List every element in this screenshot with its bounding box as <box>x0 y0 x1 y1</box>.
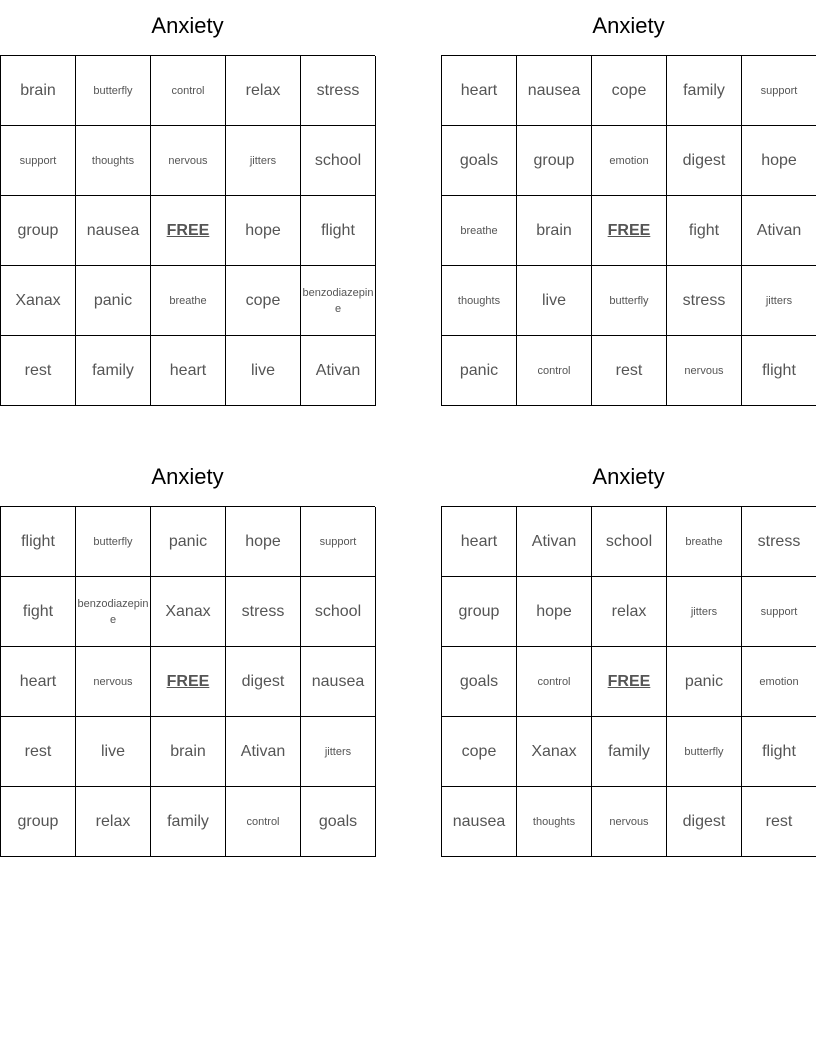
bingo-cell: Xanax <box>1 266 76 336</box>
bingo-cell: control <box>151 56 226 126</box>
bingo-cell: Xanax <box>151 577 226 647</box>
bingo-cell: goals <box>442 126 517 196</box>
bingo-cell: heart <box>1 647 76 717</box>
bingo-cell: benzodiazepine <box>76 577 151 647</box>
bingo-cell: digest <box>226 647 301 717</box>
bingo-card-2 <box>441 13 816 406</box>
bingo-cell: panic <box>442 336 517 406</box>
bingo-cell: flight <box>742 717 816 787</box>
bingo-cell: thoughts <box>442 266 517 336</box>
bingo-cell: panic <box>76 266 151 336</box>
bingo-cell: heart <box>442 507 517 577</box>
bingo-cell: relax <box>592 577 667 647</box>
bingo-cell: Ativan <box>742 196 816 266</box>
bingo-cell: brain <box>1 56 76 126</box>
bingo-cell: jitters <box>226 126 301 196</box>
bingo-cell: relax <box>226 56 301 126</box>
bingo-cell: flight <box>1 507 76 577</box>
bingo-cell: butterfly <box>76 56 151 126</box>
bingo-cell: support <box>301 507 376 577</box>
bingo-cell: nausea <box>442 787 517 857</box>
bingo-cell: support <box>742 577 816 647</box>
bingo-cell: butterfly <box>667 717 742 787</box>
bingo-cell: nausea <box>517 56 592 126</box>
bingo-cell: school <box>592 507 667 577</box>
bingo-cell: Xanax <box>517 717 592 787</box>
bingo-cell: goals <box>301 787 376 857</box>
bingo-cell: rest <box>1 717 76 787</box>
bingo-cell: brain <box>517 196 592 266</box>
bingo-cell: group <box>517 126 592 196</box>
bingo-cell: family <box>76 336 151 406</box>
bingo-cell: hope <box>226 507 301 577</box>
bingo-cell: group <box>1 787 76 857</box>
bingo-cell: nervous <box>76 647 151 717</box>
bingo-cell: jitters <box>742 266 816 336</box>
bingo-card-3 <box>0 464 375 857</box>
bingo-cell: group <box>442 577 517 647</box>
bingo-cell: panic <box>151 507 226 577</box>
bingo-cell: breathe <box>442 196 517 266</box>
bingo-cell: live <box>226 336 301 406</box>
bingo-cell: digest <box>667 126 742 196</box>
bingo-cell: Ativan <box>301 336 376 406</box>
bingo-cell: fight <box>667 196 742 266</box>
bingo-card-1 <box>0 13 375 406</box>
bingo-cell: emotion <box>592 126 667 196</box>
bingo-cell: hope <box>742 126 816 196</box>
bingo-cell: nervous <box>151 126 226 196</box>
free-space-cell: FREE <box>151 196 226 266</box>
bingo-cell: stress <box>742 507 816 577</box>
free-space-cell: FREE <box>151 647 226 717</box>
bingo-cell: emotion <box>742 647 816 717</box>
bingo-cell: rest <box>742 787 816 857</box>
bingo-cell: control <box>226 787 301 857</box>
bingo-cell: live <box>76 717 151 787</box>
bingo-cell: thoughts <box>76 126 151 196</box>
bingo-cell: heart <box>442 56 517 126</box>
bingo-cell: cope <box>226 266 301 336</box>
bingo-cell: hope <box>517 577 592 647</box>
bingo-card-4 <box>441 464 816 857</box>
bingo-cell: school <box>301 126 376 196</box>
bingo-cell: goals <box>442 647 517 717</box>
free-space-cell: FREE <box>592 196 667 266</box>
bingo-cell: digest <box>667 787 742 857</box>
bingo-cell: control <box>517 647 592 717</box>
bingo-cell: butterfly <box>76 507 151 577</box>
bingo-cell: fight <box>1 577 76 647</box>
card-title: Anxiety <box>151 13 224 38</box>
bingo-cell: panic <box>667 647 742 717</box>
bingo-cell: stress <box>667 266 742 336</box>
bingo-cell: hope <box>226 196 301 266</box>
bingo-cell: live <box>517 266 592 336</box>
bingo-cell: stress <box>301 56 376 126</box>
bingo-cell: thoughts <box>517 787 592 857</box>
bingo-cell: jitters <box>301 717 376 787</box>
bingo-cell: support <box>1 126 76 196</box>
bingo-cell: brain <box>151 717 226 787</box>
bingo-cell: nervous <box>667 336 742 406</box>
bingo-cell: family <box>592 717 667 787</box>
bingo-cell: benzodiazepine <box>301 266 376 336</box>
bingo-cell: cope <box>442 717 517 787</box>
bingo-cell: family <box>667 56 742 126</box>
bingo-cell: control <box>517 336 592 406</box>
bingo-cell: Ativan <box>226 717 301 787</box>
bingo-cell: breathe <box>667 507 742 577</box>
bingo-cell: family <box>151 787 226 857</box>
bingo-cell: rest <box>1 336 76 406</box>
card-title: Anxiety <box>592 464 665 489</box>
bingo-grid <box>441 506 816 857</box>
bingo-cell: group <box>1 196 76 266</box>
bingo-grid <box>0 506 375 857</box>
bingo-cell: school <box>301 577 376 647</box>
free-space-cell: FREE <box>592 647 667 717</box>
bingo-cell: rest <box>592 336 667 406</box>
bingo-cell: cope <box>592 56 667 126</box>
bingo-cell: relax <box>76 787 151 857</box>
bingo-cell: flight <box>301 196 376 266</box>
bingo-cell: nervous <box>592 787 667 857</box>
bingo-cell: nausea <box>76 196 151 266</box>
bingo-cell: butterfly <box>592 266 667 336</box>
bingo-cell: heart <box>151 336 226 406</box>
bingo-cell: nausea <box>301 647 376 717</box>
bingo-grid <box>0 55 375 406</box>
bingo-cell: jitters <box>667 577 742 647</box>
bingo-cell: Ativan <box>517 507 592 577</box>
bingo-cell: breathe <box>151 266 226 336</box>
bingo-cell: stress <box>226 577 301 647</box>
card-title: Anxiety <box>151 464 224 489</box>
card-title: Anxiety <box>592 13 665 38</box>
bingo-cell: flight <box>742 336 816 406</box>
bingo-cell: support <box>742 56 816 126</box>
bingo-grid <box>441 55 816 406</box>
